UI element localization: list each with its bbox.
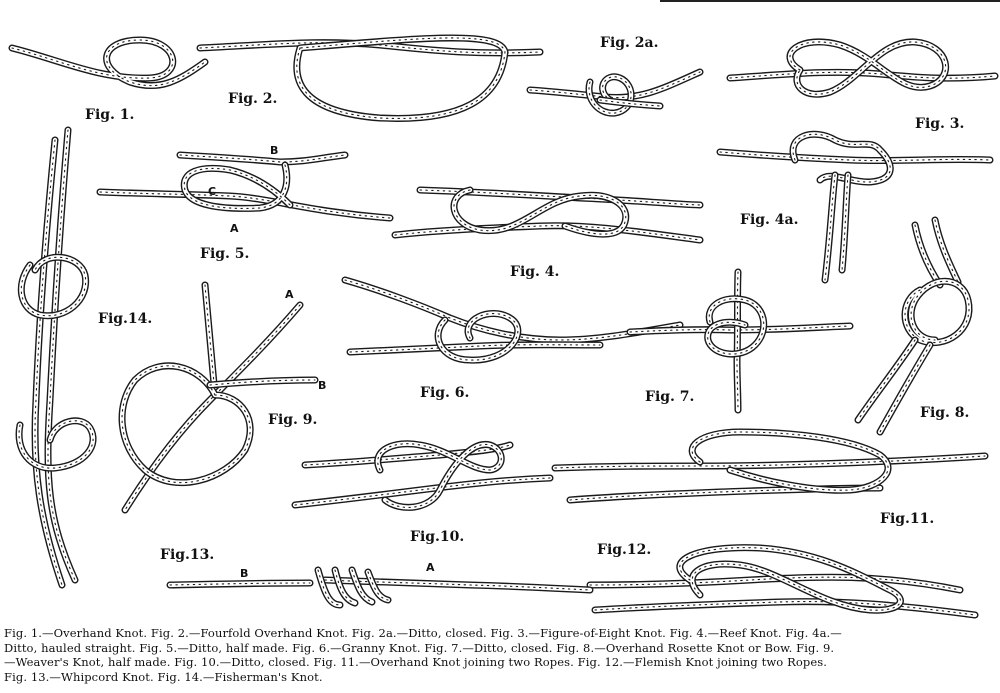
fig1-overhand-knot <box>12 40 205 86</box>
fig8-label: Fig. 8. <box>920 405 970 421</box>
fig12-label: Fig.12. <box>597 542 652 558</box>
fig1-label: Fig. 1. <box>85 107 135 123</box>
fig2a-ditto-closed <box>530 72 700 113</box>
fig5-point-b: B <box>270 144 279 157</box>
caption-line: —Weaver's Knot, half made. Fig. 10.—Ditto, closed. Fig. 11.—Overhand Knot joining two Ropes. Fig. 12.—Flemish Knot joining two Ropes. <box>4 655 827 669</box>
fig8-overhand-rosette-knot <box>858 220 969 432</box>
caption-line: Fig. 13.—Whipcord Knot. Fig. 14.—Fisherman's Knot. <box>4 669 323 684</box>
fig4-label: Fig. 4. <box>510 264 560 280</box>
fig5-reef-knot-half-made <box>100 155 390 218</box>
fig13-point-a: A <box>426 561 435 574</box>
fig3-label: Fig. 3. <box>915 116 965 132</box>
figure-caption <box>4 626 996 684</box>
rope-core <box>19 421 93 468</box>
fig7-label: Fig. 7. <box>645 389 695 405</box>
fig11-overhand-knot-joining-two-ropes <box>555 432 985 500</box>
fig9-point-b: B <box>318 379 327 392</box>
fig10-weavers-knot-closed <box>295 444 550 508</box>
fig13-point-b: B <box>240 567 249 580</box>
fig13-label: Fig.13. <box>160 547 215 563</box>
caption-line: Fig. 1.—Overhand Knot. Fig. 2.—Fourfold Overhand Knot. Fig. 2a.—Ditto, closed. Fig. 3.—Figure-of-Eight Knot. Fig. 4.—Reef Knot. Fig. 4a.— <box>4 626 842 640</box>
fig5-point-c: C <box>208 185 217 198</box>
rope-core <box>184 165 290 208</box>
fig14-label: Fig.14. <box>98 311 153 327</box>
fig6-label: Fig. 6. <box>420 385 470 401</box>
fig4-reef-knot <box>395 190 700 240</box>
fig14-fishermans-knot <box>19 130 93 585</box>
caption-line: Ditto, hauled straight. Fig. 5.—Ditto, half made. Fig. 6.—Granny Knot. Fig. 7.—Ditto, closed. Fig. 8.—Overhand Rosette Knot or Bow. Fig. 9. <box>4 640 835 655</box>
fig10-label: Fig.10. <box>410 529 465 545</box>
fig11-label: Fig.11. <box>880 511 935 527</box>
fig13-whipcord-knot <box>170 567 590 605</box>
fig2-label: Fig. 2. <box>228 91 278 107</box>
rope-core <box>295 478 550 505</box>
fig5-point-a: A <box>230 222 239 235</box>
fig3-figure-of-eight-knot <box>730 42 995 94</box>
fig9-point-a: A <box>285 288 294 301</box>
fig9-label: Fig. 9. <box>268 412 318 428</box>
fig6-granny-knot <box>345 280 680 360</box>
fig2a-label: Fig. 2a. <box>600 35 659 51</box>
fig5-label: Fig. 5. <box>200 246 250 262</box>
fig4a-label: Fig. 4a. <box>740 212 799 228</box>
